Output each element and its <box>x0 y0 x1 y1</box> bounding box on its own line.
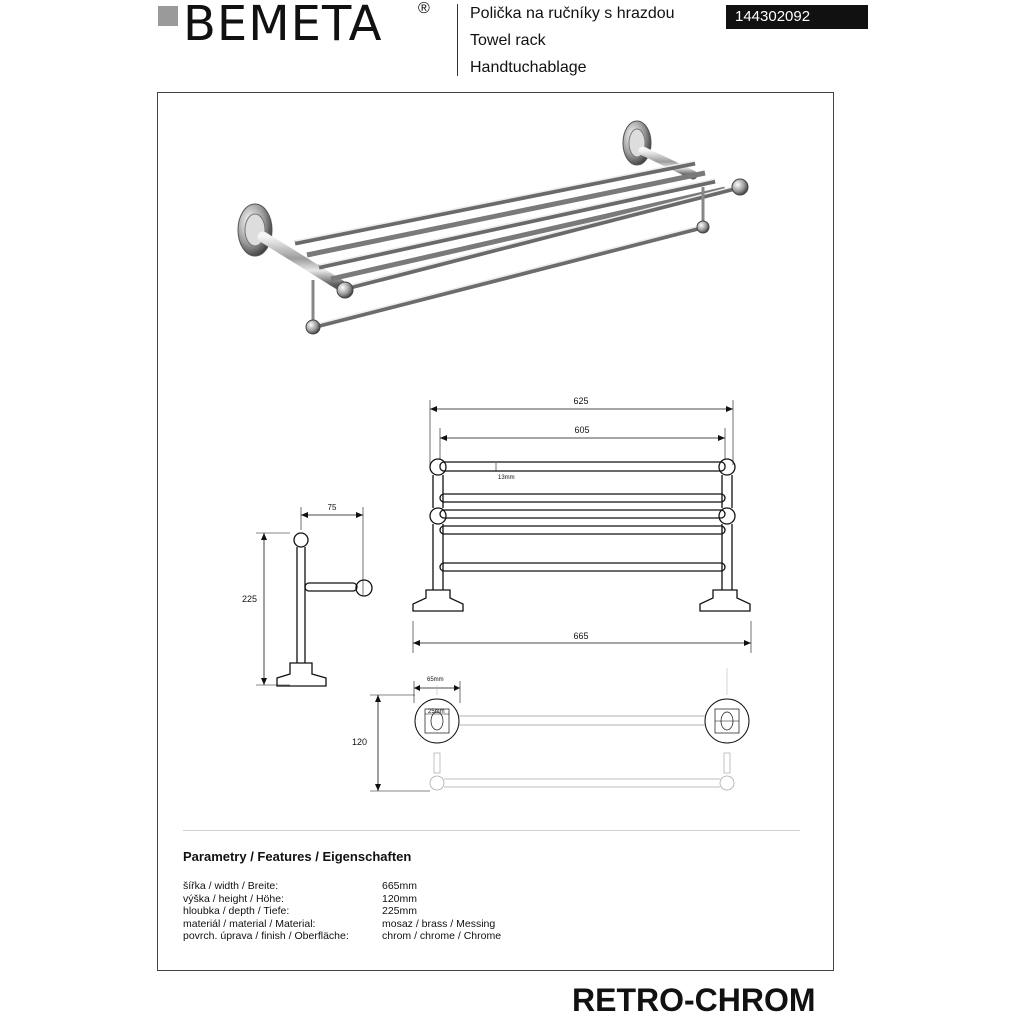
logo-square <box>158 6 178 26</box>
series-name: RETRO-CHROM <box>572 982 816 1018</box>
features-title: Parametry / Features / Eigenschaften <box>183 849 412 864</box>
dim-665: 665 <box>573 631 589 641</box>
feature-value: chrom / chrome / Chrome <box>382 930 502 942</box>
product-name-cs: Polička na ručníky s hrazdou <box>470 5 675 22</box>
dim-75: 75 <box>327 503 337 512</box>
technical-drawings <box>230 385 770 800</box>
top-view <box>370 668 749 791</box>
dim-25mm: 25mm <box>428 709 445 715</box>
feature-value: 225mm <box>382 905 418 917</box>
front-view <box>413 400 751 653</box>
header-separator <box>457 4 458 76</box>
feature-value: mosaz / brass / Messing <box>382 917 496 930</box>
feature-value: 120mm <box>382 892 418 905</box>
feature-label: materiál / material / Material: <box>183 917 316 930</box>
product-photo <box>225 115 765 350</box>
dim-120: 120 <box>352 737 368 747</box>
product-code: 144302092 <box>726 5 868 29</box>
dim-65mm: 65mm <box>427 677 444 683</box>
product-name-de: Handtuchablage <box>470 59 587 76</box>
side-view <box>256 507 372 686</box>
dim-225: 225 <box>242 594 258 604</box>
feature-label: výška / height / Höhe: <box>183 892 284 905</box>
dim-605: 605 <box>574 425 590 435</box>
feature-value: 665mm <box>382 880 418 892</box>
brand-logo: BEMETA <box>183 0 383 52</box>
feature-label: hloubka / depth / Tiefe: <box>183 905 290 917</box>
section-divider <box>183 830 800 831</box>
dim-625: 625 <box>573 396 589 406</box>
registered-mark: ® <box>418 0 430 17</box>
product-names <box>470 0 675 81</box>
feature-label: šířka / width / Breite: <box>183 880 279 892</box>
dim-13mm: 13mm <box>498 475 515 481</box>
feature-label: povrch. úprava / finish / Oberfläche: <box>183 930 349 942</box>
product-name-en: Towel rack <box>470 32 546 49</box>
